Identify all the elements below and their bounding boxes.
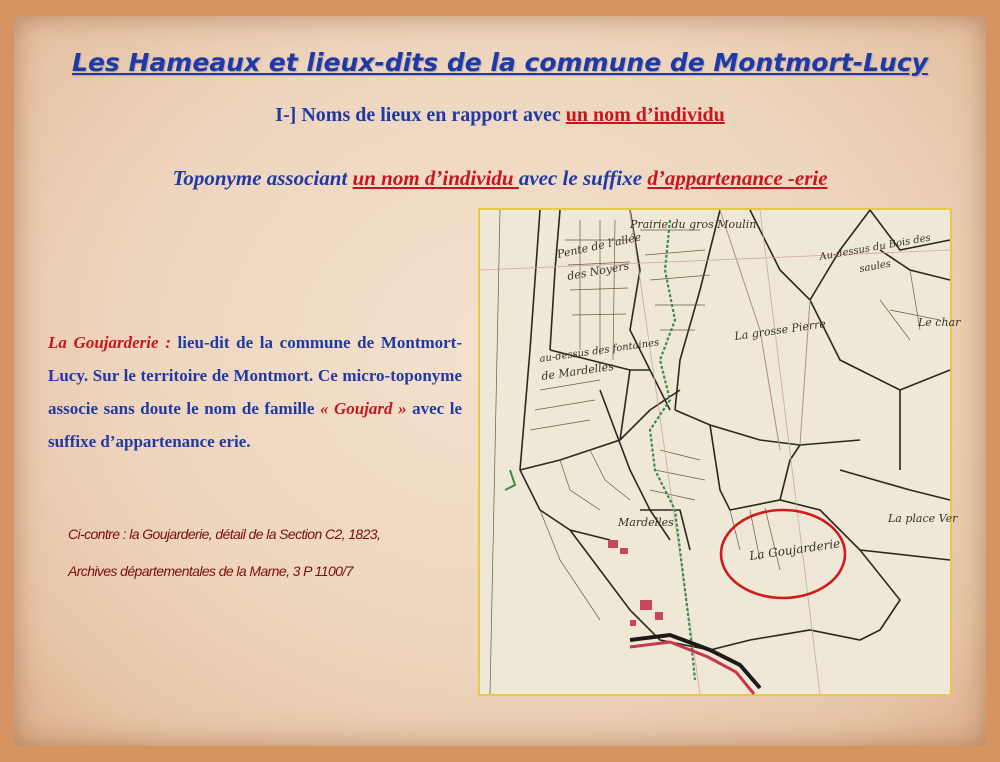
map-label-saules: saules <box>858 258 892 275</box>
map-label-mardelles-2: Mardelles <box>618 516 674 529</box>
topic-text-1: Toponyme associant <box>172 166 353 190</box>
description-text-2: avec le suffixe d’appartenance erie. <box>48 399 462 451</box>
family-name: « Goujard » <box>319 399 407 418</box>
section-heading-text: I-] Noms de lieux en rapport avec <box>275 104 566 126</box>
caption-line-2: Archives départementales de la Marne, 3 P 1100/7 <box>68 563 353 579</box>
map-label-fontaines: au-dessus des fontaines <box>538 337 660 365</box>
caption-line-1: Ci-contre : la Goujarderie, détail de la Section C2, 1823, <box>68 526 381 542</box>
map-label-noyers: des Noyers <box>566 259 631 283</box>
section-heading-highlight: un nom d’individu <box>565 104 725 126</box>
topic-highlight-2: d’appartenance -erie <box>647 166 828 190</box>
map-label-place: La place Ver <box>888 512 958 525</box>
map-label-grosse-pierre: La grosse Pierre <box>733 317 827 343</box>
page-title: Les Hameaux et lieux-dits de la commune de Montmort-Lucy <box>72 48 928 77</box>
map-label-pente: Pente de l’allée <box>555 230 643 261</box>
cadastral-map <box>478 208 961 696</box>
map-label-goujarderie: La Goujarderie <box>748 536 842 563</box>
description-text-1: lieu-dit de la commune de Montmort-Lucy. Sur le territoire de Montmort. Ce micro-toponyme associe sans doute le nom de famille <box>48 333 463 418</box>
map-drawing <box>480 210 961 694</box>
place-name: La Goujarderie : <box>48 333 171 352</box>
description-paragraph <box>48 326 462 458</box>
topic-heading <box>0 166 1000 191</box>
map-label-prairie: Prairie du gros Moulin <box>630 218 757 231</box>
section-heading <box>0 104 1000 127</box>
topic-highlight-1: un nom d’individu <box>352 166 519 190</box>
map-label-bois: Au-dessus du Bois des <box>818 232 932 263</box>
topic-text-2: avec le suffixe <box>518 166 648 190</box>
map-label-char: Le char <box>918 316 961 329</box>
map-label-mardelles-1: de Mardelles <box>540 359 615 383</box>
